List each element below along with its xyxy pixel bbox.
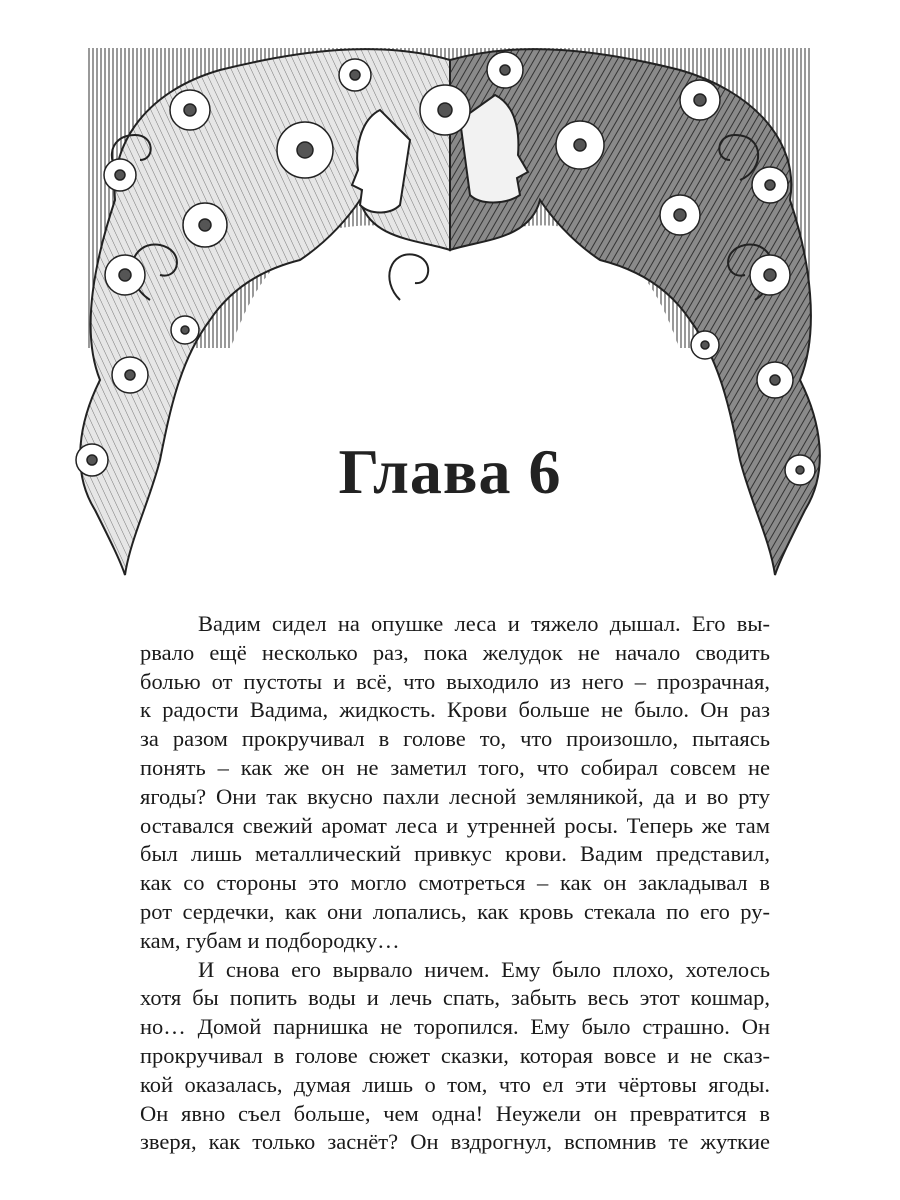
text-line: к радости Вадима, жидкость. Крови больше не было. Он раз	[140, 697, 770, 723]
text-line: кой оказалась, думая лишь о том, что ел эти чёртовы ягоды.	[140, 1071, 770, 1097]
text-line: рвало ещё несколько раз, пока желудок не начало сводить	[140, 639, 770, 665]
text-line: рот сердечки, как они лопались, как кровь стекала по его ру-	[140, 898, 770, 924]
text-line: был лишь металлический привкус крови. Вадим представил,	[140, 841, 770, 867]
text-line: понять – как же он не заметил того, что собирал совсем не	[140, 754, 770, 780]
paragraph	[140, 956, 770, 1158]
paragraph	[140, 610, 770, 956]
text-line: прокручивал в голове сюжет сказки, которая вовсе и не сказ-	[140, 1042, 770, 1068]
body-text	[140, 610, 770, 1157]
text-line: кам, губам и подбородку…	[140, 927, 400, 953]
text-line: хотя бы попить воды и лечь спать, забыть весь этот кошмар,	[140, 985, 770, 1011]
text-line: оставался свежий аромат леса и утренней росы. Теперь же там	[140, 812, 770, 838]
text-line: И снова его вырвало ничем. Ему было плохо, хотелось	[198, 956, 770, 982]
text-line: Вадим сидел на опушке леса и тяжело дышал. Его вы-	[198, 611, 770, 636]
text-line: Он явно съел больше, чем одна! Неужели он превратится в	[140, 1100, 770, 1126]
text-line: но… Домой парнишка не торопился. Ему было страшно. Он	[140, 1014, 770, 1040]
text-line: как со стороны это могло смотреться – как он закладывал в	[140, 870, 770, 896]
chapter-title: Глава 6	[338, 435, 562, 507]
text-line: зверя, как только заснёт? Он вздрогнул, вспомнив те жуткие	[140, 1129, 770, 1155]
text-line: ягоды? Они так вкусно пахли лесной земляникой, да и во рту	[140, 783, 770, 809]
text-line: за разом прокручивал в голове то, что произошло, пытаясь	[140, 726, 770, 752]
text-line: болью от пустоты и всё, что выходило из него – прозрачная,	[140, 668, 770, 694]
